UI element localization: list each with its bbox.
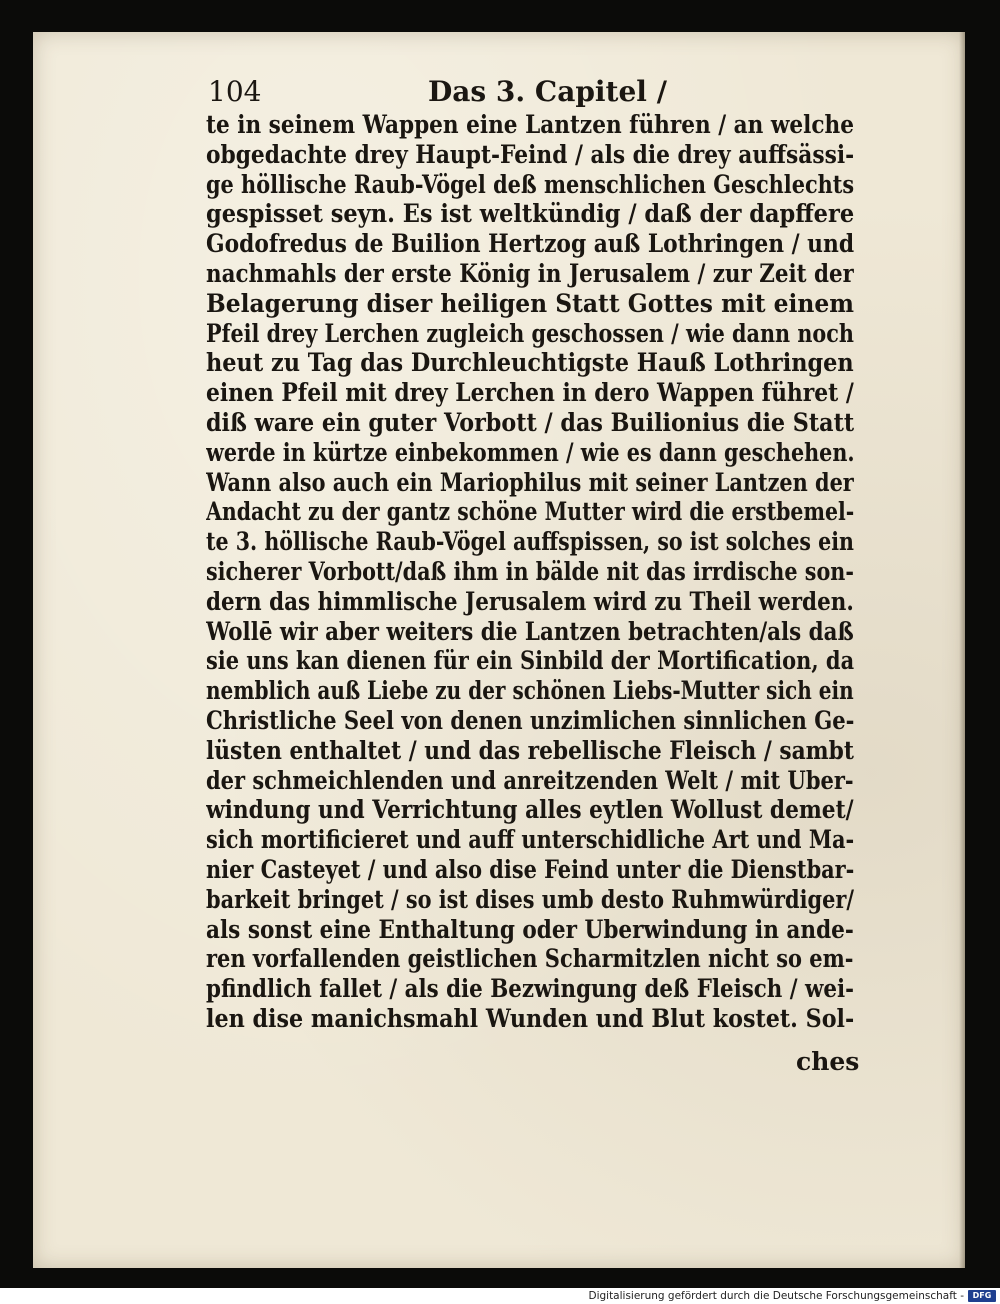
dfg-logo: DFG — [968, 1290, 996, 1302]
text-line: nachmahls der erste König in Jerusalem / zur Zeit der — [206, 258, 854, 288]
text-line: barkeit bringet / so ist dises umb desto Ruhmwürdiger/ — [206, 884, 854, 914]
text-line: pfindlich fallet / als die Bezwingung deß Fleisch / wei- — [206, 974, 855, 1004]
text-line: Christliche Seel von denen unzimlichen sinnlichen Ge- — [206, 705, 855, 735]
text-line: nier Casteyet / und also dise Feind unter die Dienstbar- — [206, 854, 854, 884]
body-text — [206, 110, 854, 1034]
text-line: Andacht zu der gantz schöne Mutter wird die erstbemel- — [206, 497, 854, 527]
text-line: als sonst eine Enthaltung oder Uberwindung in ande- — [206, 914, 854, 944]
text-line: ge höllische Raub-Vögel deß menschlichen Geschlechts — [206, 169, 855, 199]
text-line: nemblich auß Liebe zu der schönen Liebs-Mutter sich ein — [206, 676, 854, 706]
text-line: der schmeichlenden und anreitzenden Welt / mit Uber- — [206, 765, 854, 795]
text-line: len dise manichsmahl Wunden und Blut kostet. Sol- — [206, 1003, 855, 1033]
text-line: te in seinem Wappen eine Lantzen führen / an welche — [206, 110, 854, 139]
text-line: Belagerung diser heiligen Statt Gottes mit einem — [206, 288, 854, 318]
text-line: einen Pfeil mit drey Lerchen in dero Wappen führet / — [206, 378, 854, 408]
text-line: sie uns kan dienen für ein Sinbild der Mortification, da — [206, 646, 854, 676]
text-line: windung und Verrichtung alles eytlen Wollust demet/ — [206, 795, 854, 825]
footer-bar — [0, 1288, 1000, 1304]
text-line: sicherer Vorbott/daß ihm in bälde nit das irrdische son- — [206, 556, 854, 586]
text-line: gespisset seyn. Es ist weltkündig / daß der dapffere — [206, 199, 855, 229]
text-line: diß ware ein guter Vorbott / das Builionius die Statt — [206, 407, 854, 437]
text-line: Wollē wir aber weiters die Lantzen betrachten/als daß — [206, 616, 854, 646]
text-line: heut zu Tag das Durchleuchtigste Hauß Lothringen — [206, 348, 854, 378]
page-number: 104 — [208, 75, 262, 108]
text-line: Wann also auch ein Mariophilus mit seiner Lantzen der — [206, 467, 854, 497]
text-line: te 3. höllische Raub-Vögel auffspissen, so ist solches ein — [206, 527, 854, 557]
page-header — [208, 72, 848, 112]
text-line: werde in kürtze einbekommen / wie es dann geschehen. — [206, 437, 855, 467]
catchword: ches — [796, 1047, 860, 1076]
text-line: sich mortificieret und auff unterschidliche Art und Ma- — [206, 825, 854, 855]
text-line: Godofredus de Builion Hertzog auß Lothringen / und — [206, 229, 855, 259]
text-line: Pfeil drey Lerchen zugleich geschossen / wie dann noch — [206, 318, 854, 348]
text-line: ren vorfallenden geistlichen Scharmitzlen nicht so em- — [206, 944, 854, 974]
funding-credit: Digitalisierung gefördert durch die Deutsche Forschungsgemeinschaft - — [588, 1290, 964, 1302]
text-line: dern das himmlische Jerusalem wird zu Theil werden. — [206, 586, 854, 616]
text-line: obgedachte drey Haupt-Feind / als die drey auffsässi- — [206, 139, 855, 169]
running-head: Das 3. Capitel / — [428, 75, 667, 108]
page-edge-shadow — [959, 32, 965, 1268]
text-line: lüsten enthaltet / und das rebellische Fleisch / sambt — [206, 735, 854, 765]
